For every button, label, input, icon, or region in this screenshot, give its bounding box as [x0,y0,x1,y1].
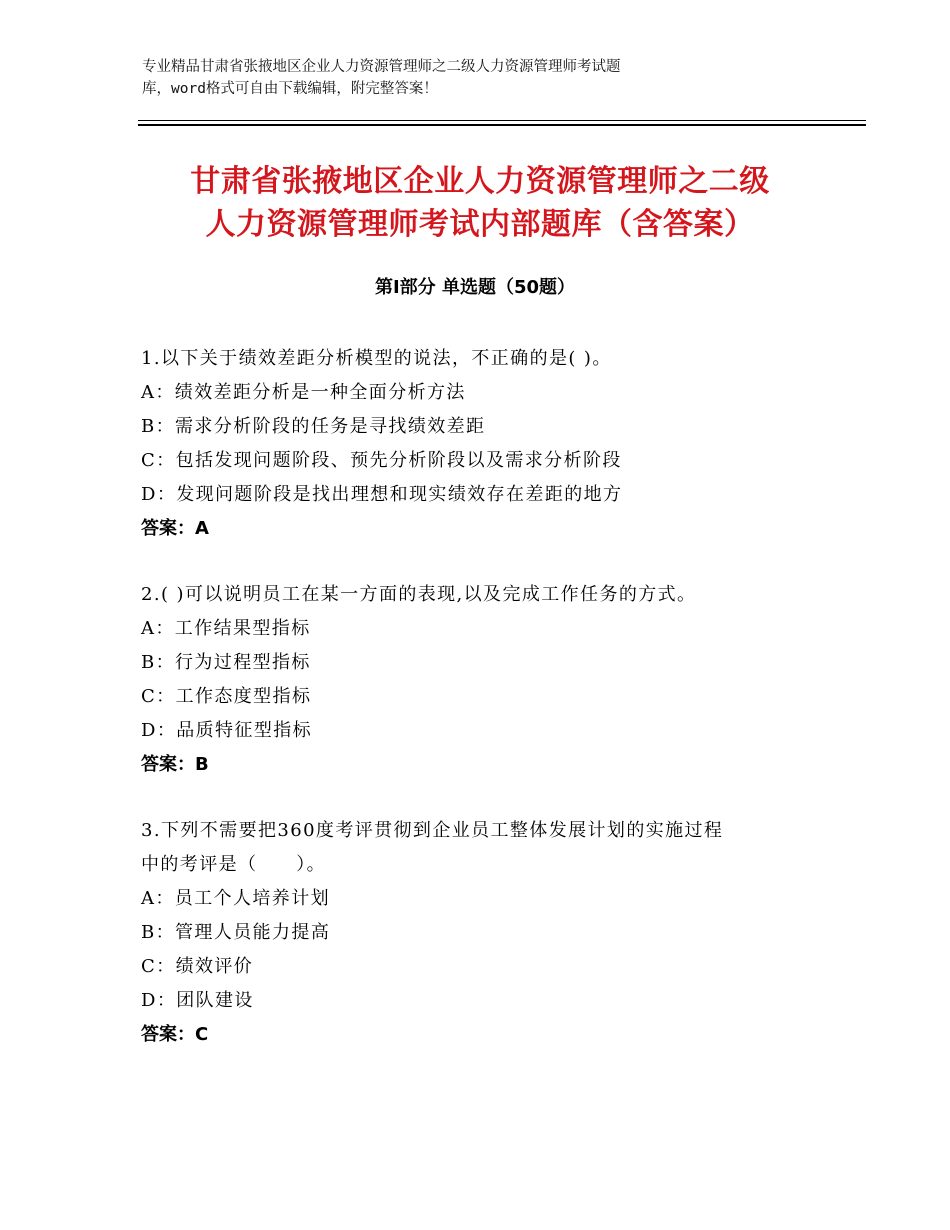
question-stem: 2.( )可以说明员工在某一方面的表现,以及完成工作任务的方式。 [141,584,697,605]
question-list [141,342,801,1084]
option-b: B：需求分析阶段的任务是寻找绩效差距 [141,416,486,437]
question-stem: 1.以下关于绩效差距分析模型的说法，不正确的是( )。 [141,348,612,369]
header-line-2: 库，word格式可自由下载编辑，附完整答案！ [142,81,438,97]
option-a: A：工作结果型指标 [141,618,311,639]
question-3 [141,814,801,1052]
option-c: C：包括发现问题阶段、预先分析阶段以及需求分析阶段 [141,450,622,471]
section-heading: 第Ⅰ部分 单选题（50题） [374,277,575,298]
document-title [100,160,860,246]
option-d: D：团队建设 [141,990,254,1011]
option-a: A：绩效差距分析是一种全面分析方法 [141,382,466,403]
header-rule-thin [138,120,866,121]
option-a: A：员工个人培养计划 [141,888,330,909]
answer: 答案：C [141,1024,209,1045]
option-b: B：管理人员能力提高 [141,922,331,943]
option-d: D：品质特征型指标 [141,720,313,741]
option-c: C：绩效评价 [141,956,254,977]
answer: 答案：B [141,754,209,775]
question-1 [141,342,801,546]
option-d: D：发现问题阶段是找出理想和现实绩效存在差距的地方 [141,484,623,505]
question-stem-line-1: 3.下列不需要把360度考评贯彻到企业员工整体发展计划的实施过程 [141,820,724,841]
header-rule-thick [138,124,866,126]
question-stem-line-2: 中的考评是（ ）。 [141,854,326,875]
option-b: B：行为过程型指标 [141,652,311,673]
title-line-1: 甘肃省张掖地区企业人力资源管理师之二级 [190,164,770,199]
page-header [142,56,782,100]
header-line-1: 专业精品甘肃省张掖地区企业人力资源管理师之二级人力资源管理师考试题 [142,59,621,75]
answer: 答案：A [141,518,209,539]
option-c: C：工作态度型指标 [141,686,312,707]
question-2 [141,578,801,782]
title-line-2: 人力资源管理师考试内部题库（含答案） [205,207,755,242]
